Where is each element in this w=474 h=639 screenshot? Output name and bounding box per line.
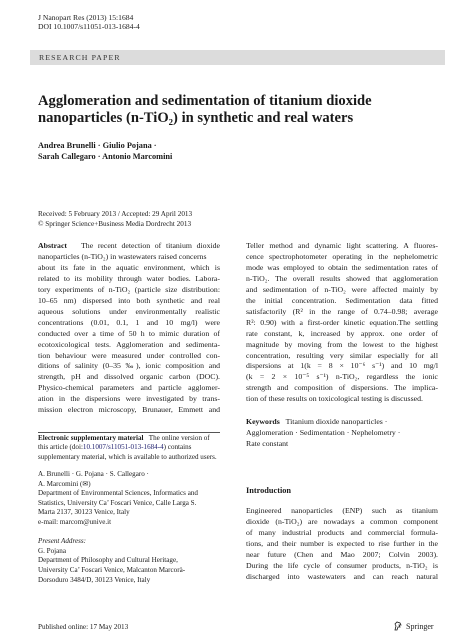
- title-line-2: nanoparticles (n-TiO₂) in synthetic and real waters: [38, 110, 354, 126]
- abstract-heading: Abstract: [38, 241, 68, 250]
- present-address-line: University Ca’ Foscari Venice, Malcanton Marcorà-: [38, 565, 186, 574]
- abstract-left-column: [38, 241, 220, 416]
- abstract-line: mode was employed to obtain the sedimentation rates of: [246, 262, 438, 272]
- keywords-line: Agglomeration · Sedimentation · Nephelometry ·: [246, 427, 401, 437]
- abstract-line: aqueous solutions under environmentally realistic: [38, 306, 220, 316]
- abstract-line: nanoparticles (n-TiO₂) in wastewaters raised concerns: [38, 251, 207, 261]
- published-online: Published online: 17 May 2013: [38, 623, 129, 631]
- abstract-line: n-TiO₂. The overall results showed that agglomeration: [246, 273, 438, 283]
- received-dates: [38, 210, 192, 229]
- intro-line: tions, and their number is expected to rise further in the: [246, 538, 438, 548]
- abstract-line: dispersions at 1(k = 8 × 10⁻⁶ s⁻¹) and 10 mg/l: [246, 361, 438, 371]
- abstract-line: about its fate in the aquatic environment, which is: [38, 262, 220, 272]
- abstract-line: related to its mobility through water bodies. Labora-: [38, 273, 220, 283]
- abstract-line: strength and composition of dispersions. The implica-: [246, 383, 438, 393]
- doi-line: DOI 10.1007/s11051-013-1684-4: [38, 22, 140, 32]
- abstract-line: Teller method and dynamic light scattering. A fluores-: [246, 241, 438, 250]
- abstract-right-column: [246, 241, 438, 405]
- abstract-line: cence spectrophotometer operating in the nephelometric: [246, 251, 438, 261]
- email-line: e-mail: marcom@unive.it: [38, 517, 112, 526]
- keywords-heading: Keywords: [246, 417, 280, 426]
- introduction-body: [246, 506, 438, 583]
- abstract-line: strength, pH and dissolved organic carbon (DOC).: [38, 372, 220, 382]
- authors-line-2: Sarah Callegaro · Antonio Marcomini: [38, 152, 173, 161]
- abstract-line: tion behaviour were measured under controlled con-: [38, 350, 220, 360]
- abstract-line: R²: 0.90) with a first-order kinetic equation.The settling: [246, 317, 438, 327]
- authors-line-1: Andrea Brunelli · Giulio Pojana ·: [38, 141, 157, 150]
- abstract-line: the initial concentration. Sedimentation data fitted: [246, 295, 438, 305]
- received-line: Received: 5 February 2013 / Accepted: 29 April 2013: [38, 210, 193, 218]
- present-address-line: Dorsoduro 3484/D, 30123 Venice, Italy: [38, 575, 151, 584]
- abstract-line: and sedimentation of n-TiO₂ were affected mainly by: [246, 284, 438, 294]
- intro-line: During the life cycle of consumer products, n-TiO₂ is: [246, 560, 438, 570]
- introduction-heading: Introduction: [246, 486, 292, 495]
- article-type-banner: [30, 50, 445, 65]
- abstract-line: concentrations (0.01, 0.1, 1 and 10 mg/l) were: [38, 317, 220, 327]
- publisher-name: Springer: [406, 621, 434, 631]
- present-address-line: Department of Philosophy and Cultural Heritage,: [38, 556, 178, 565]
- intro-line: near future (Chen and Mao 2007; Colvin 2003).: [246, 549, 438, 559]
- copyright-line: © Springer Science+Business Media Dordrecht 2013: [38, 219, 192, 228]
- abstract-line: conducted over a time of 50 h to mimic duration of: [38, 328, 220, 338]
- publisher-logo: [393, 621, 434, 631]
- supplementary-note: [38, 434, 220, 462]
- abstract-line: concentration, resulting very similar especially for all: [246, 350, 438, 360]
- journal-header: [38, 13, 140, 32]
- abstract-first-line: [38, 241, 220, 252]
- abstract-line: (k = 2 × 10⁻⁵ s⁻¹) n-TiO₂, regardless the ionic: [246, 372, 438, 382]
- spacer: [38, 528, 220, 538]
- article-type-label: RESEARCH PAPER: [39, 52, 121, 62]
- esm-text: The online version of: [148, 434, 210, 442]
- abstract-line: ecotoxicological tests. Agglomeration and sedimenta-: [38, 339, 220, 349]
- affiliation-line: Department of Environmental Sciences, Informatics and: [38, 489, 198, 498]
- intro-line: discharged into wastewaters and can reach natural: [246, 571, 438, 581]
- title-line-1: Agglomeration and sedimentation of titanium dioxide: [38, 93, 372, 109]
- abstract-line: The recent detection of titanium dioxide: [81, 241, 220, 250]
- esm-text: this article (doi:: [38, 443, 83, 452]
- affiliation-line: A. Brunelli · G. Pojana · S. Callegaro ·: [38, 470, 149, 478]
- present-address-heading: Present Address:: [38, 537, 87, 546]
- affiliation-line: Marta 2137, 30123 Venice, Italy: [38, 508, 130, 517]
- intro-line: dioxide (n-TiO₂) are nowadays a common component: [246, 516, 438, 526]
- esm-text: supplementary material, which is available to authorized users.: [38, 452, 217, 461]
- abstract-line: rate constant, k, increased by approx. one order of: [246, 328, 438, 338]
- keywords-block: [246, 417, 438, 449]
- abstract-line: magnitude by moving from the lowest to the highest: [246, 339, 438, 349]
- abstract-line: Physico-chemical parameters and particle agglomer-: [38, 383, 220, 393]
- affiliation-line: Statistics, University Ca’ Foscari Venice, Calle Larga S.: [38, 498, 197, 507]
- author-list: [38, 140, 172, 162]
- esm-heading: Electronic supplementary material: [38, 434, 144, 442]
- intro-line: of many industrial products and commercial formula-: [246, 527, 438, 537]
- journal-citation: J Nanopart Res (2013) 15:1684: [38, 13, 134, 22]
- keywords-line: Titanium dioxide nanoparticles ·: [285, 417, 388, 426]
- esm-text: ) contains: [163, 443, 192, 452]
- doi-link[interactable]: 10.1007/s11051-013-1684-4: [82, 443, 164, 452]
- keywords-line: Rate constant: [246, 438, 289, 448]
- abstract-line: 10–65 nm) dispersed into both synthetic and real: [38, 295, 220, 305]
- intro-line: Engineered nanoparticles (ENP) such as titanium: [246, 506, 438, 515]
- abstract-line: ditions of salinity (0–35 ‰), ionic composition and: [38, 361, 220, 371]
- paper-title: [38, 93, 438, 127]
- author-affiliation: [38, 470, 220, 585]
- footnote-divider: [38, 432, 220, 433]
- abstract-line: tion of these results on toxicological testing is discussed.: [246, 394, 423, 404]
- affiliation-line: A. Marcomini (✉): [38, 479, 91, 488]
- springer-horse-icon: [393, 621, 403, 631]
- present-address-line: G. Pojana: [38, 546, 66, 555]
- abstract-line: mission electron microscopy, Brunauer, Emmett and: [38, 405, 220, 415]
- abstract-line: tory experiments of n-TiO₂ (particle size distribution:: [38, 284, 220, 294]
- abstract-line: ation in the dispersions were investigated by trans-: [38, 394, 220, 404]
- abstract-line: satisfactorily (R² in the range of 0.74–0.98; average: [246, 306, 438, 316]
